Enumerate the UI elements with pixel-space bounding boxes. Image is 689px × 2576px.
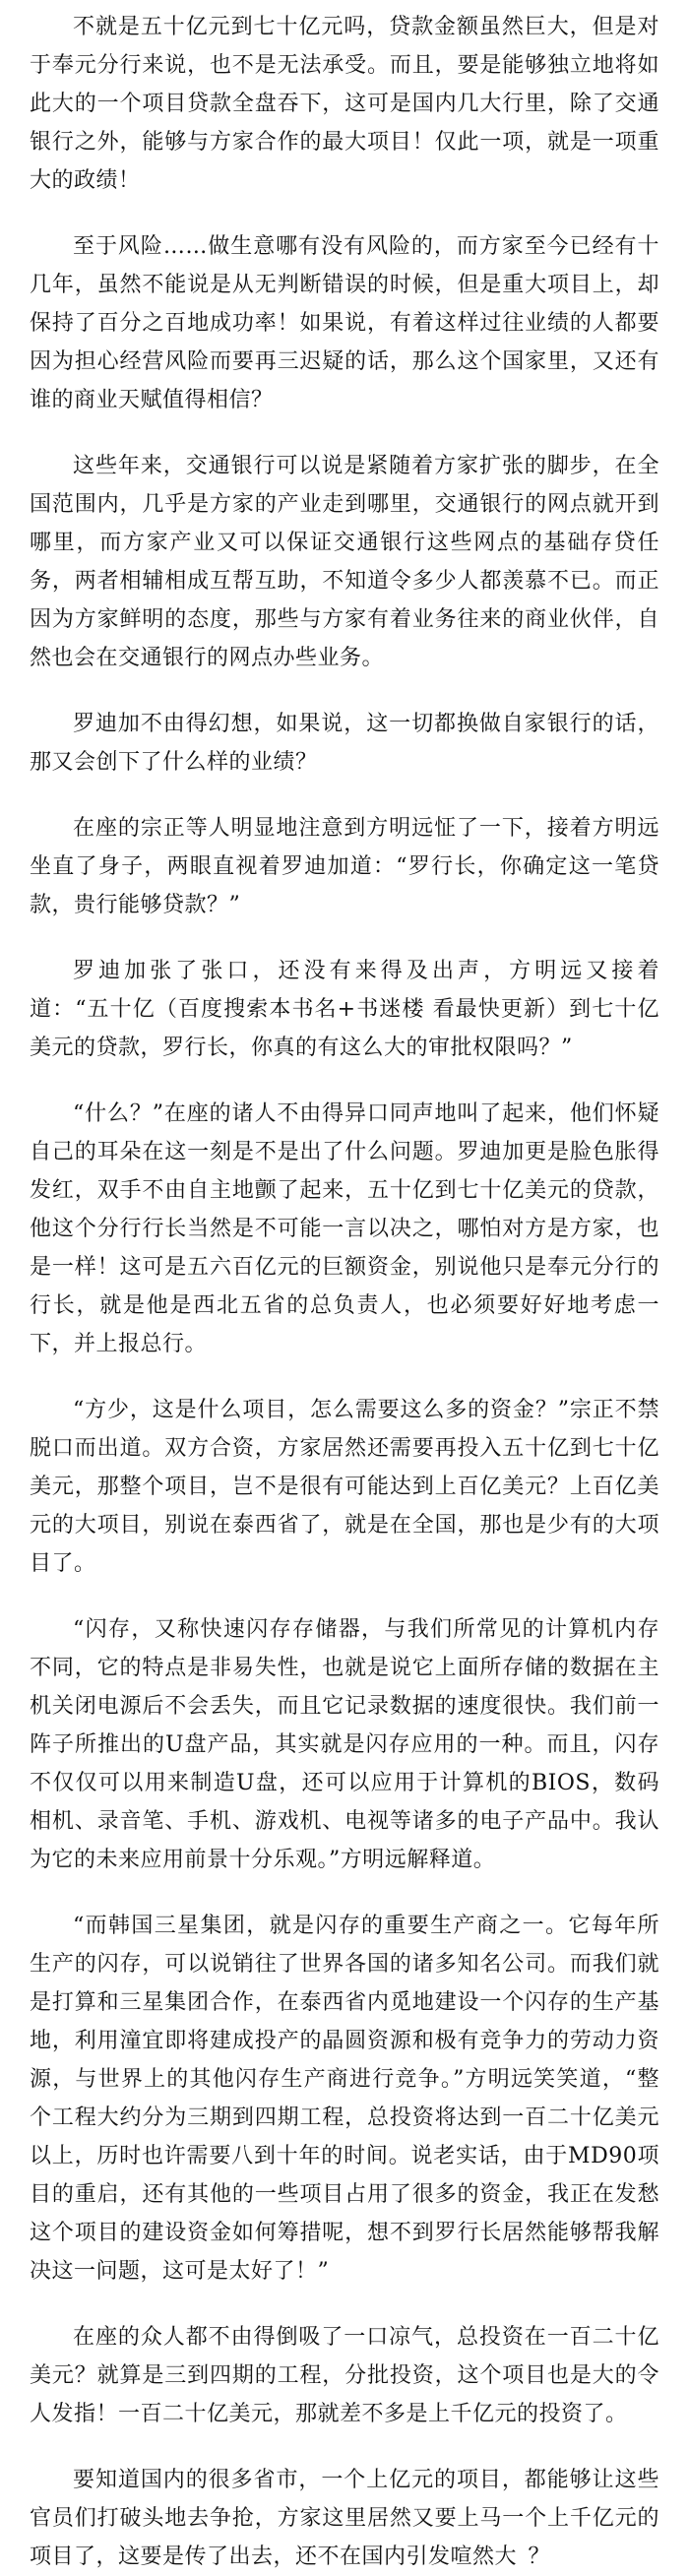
paragraph: 至于风险……做生意哪有没有风险的，而方家至今已经有十几年，虽然不能说是从无判断错误的时候，但是重大项目上，却保持了百分之百地成功率！如果说，有着这样过往业绩的人都要因为担心经营风险而要再三迟疑的话，那么这个国家里，又还有谁的商业天赋值得相信？: [30, 234, 659, 412]
paragraph: 在座的众人都不由得倒吸了一口凉气，总投资在一百二十亿美元？就算是三到四期的工程，分批投资，这个项目也是大的令人发指！一百二十亿美元，那就差不多是上千亿元的投资了。: [30, 2325, 659, 2426]
paragraph: 这些年来，交通银行可以说是紧随着方家扩张的脚步，在全国范围内，几乎是方家的产业走到哪里，交通银行的网点就开到哪里，而方家产业又可以保证交通银行这些网点的基础存贷任务，两者相辅相成互帮互助，不知道令多少人都羡慕不已。而正因为方家鲜明的态度，那些与方家有着业务往来的商业伙伴，自然也会在交通银行的网点办些业务。: [30, 454, 659, 670]
paragraph: 罗迪加不由得幻想，如果说，这一切都换做自家银行的话，那又会创下了什么样的业绩？: [30, 712, 659, 775]
paragraph: 不就是五十亿元到七十亿元吗，贷款金额虽然巨大，但是对于奉元分行来说，也不是无法承受。而且，要是能够独立地将如此大的一个项目贷款全盘吞下，这可是国内几大行里，除了交通银行之外，能够与方家合作的最大项目！仅此一项，就是一项重大的政绩！: [30, 15, 659, 193]
paragraph: “什么？”在座的诸人不由得异口同声地叫了起来，他们怀疑自己的耳朵在这一刻是不是出了什么问题。罗迪加更是脸色胀得发红，双手不由自主地颤了起来，五十亿到七十亿美元的贷款，他这个分行行长当然是不可能一言以决之，哪怕对方是方家，也是一样！这可是五六百亿元的巨额资金，别说他只是奉元分行的行长，就是他是西北五省的总负责人，也必须要好好地考虑一下，并上报总行。: [30, 1101, 659, 1356]
paragraph: “闪存，又称快速闪存存储器，与我们所常见的计算机内存不同，它的特点是非易失性，也就是说它上面所存储的数据在主机关闭电源后不会丢失，而且它记录数据的速度很快。我们前一阵子所推出的U盘产品，其实就是闪存应用的一种。而且，闪存不仅仅可以用来制造U盘，还可以应用于计算机的BIOS，数码相机、录音笔、手机、游戏机、电视等诸多的电子产品中。我认为它的未来应用前景十分乐观。”方明远解释道。: [30, 1617, 659, 1872]
paragraph: “而韩国三星集团，就是闪存的重要生产商之一。它每年所生产的闪存，可以说销往了世界各国的诸多知名公司。而我们就是打算和三星集团合作，在泰西省内觅地建设一个闪存的生产基地，利用潼宜即将建成投产的晶圆资源和极有竞争力的劳动力资源，与世界上的其他闪存生产商进行竞争。”方明远笑笑道，“整个工程大约分为三期到四期工程，总投资将达到一百二十亿美元以上，历时也许需要八到十年的时间。说老实话，由于MD90项目的重启，还有其他的一些项目占用了很多的资金，我正在发愁这个项目的建设资金如何筹措呢，想不到罗行长居然能够帮我解决这一问题，这可是太好了！”: [30, 1914, 659, 2284]
paragraph: 要知道国内的很多省市，一个上亿元的项目，都能够让这些官员们打破头地去争抢，方家这里居然又要上马一个上千亿元的项目了，这要是传了出去，还不在国内引发喧然大 ？: [30, 2468, 659, 2569]
paragraph: 在座的宗正等人明显地注意到方明远怔了一下，接着方明远坐直了身子，两眼直视着罗迪加道：“罗行长，你确定这一笔贷款，贵行能够贷款？”: [30, 816, 659, 917]
paragraph: 罗迪加张了张口，还没有来得及出声，方明远又接着道：“五十亿（百度搜索本书名+书迷楼 看最快更新）到七十亿美元的贷款，罗行长，你真的有这么大的审批权限吗？”: [30, 959, 659, 1060]
paragraph: “方少，这是什么项目，怎么需要这么多的资金？”宗正不禁脱口而出道。双方合资，方家居然还需要再投入五十亿到七十亿美元，那整个项目，岂不是很有可能达到上百亿美元？上百亿美元的大项目，别说在泰西省了，就是在全国，那也是少有的大项目了。: [30, 1398, 659, 1576]
